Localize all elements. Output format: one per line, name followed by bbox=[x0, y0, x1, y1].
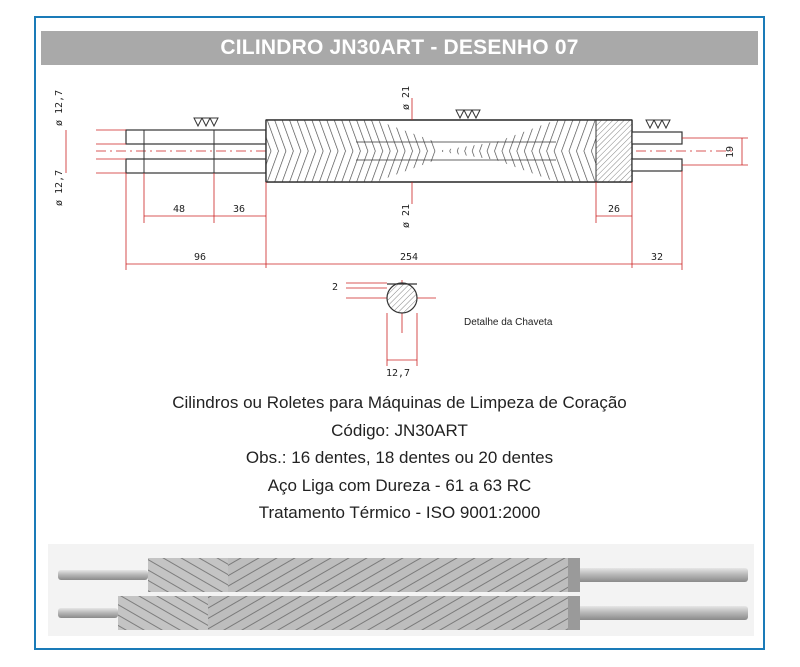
dim-96: 96 bbox=[194, 252, 207, 263]
dim-left-diameter-top: ø 12,7 bbox=[54, 89, 65, 126]
info-treatment: Tratamento Térmico - ISO 9001:2000 bbox=[258, 503, 541, 522]
detail-diameter-dim: 12,7 bbox=[386, 368, 411, 379]
document-frame bbox=[34, 16, 765, 650]
dim-48: 48 bbox=[173, 204, 186, 215]
info-code: Código: JN30ART bbox=[331, 420, 468, 440]
dim-19: 19 bbox=[725, 145, 736, 158]
product-info bbox=[36, 389, 763, 527]
product-photo bbox=[48, 544, 754, 636]
info-material: Aço Liga com Dureza - 61 a 63 RC bbox=[267, 475, 532, 495]
dim-left-diameter-bottom: ø 12,7 bbox=[54, 169, 65, 206]
right-shaft bbox=[632, 132, 682, 171]
dim-center-diameter-bottom: ø 21 bbox=[401, 203, 412, 228]
dim-36: 36 bbox=[233, 204, 246, 215]
left-shaft bbox=[126, 130, 266, 173]
dim-26: 26 bbox=[608, 204, 621, 215]
detail-flat-dim: 2 bbox=[332, 282, 339, 293]
technical-drawing bbox=[36, 18, 763, 388]
detail-label: Detalhe da Chaveta bbox=[464, 317, 553, 328]
dim-254: 254 bbox=[400, 252, 419, 263]
dim-32: 32 bbox=[651, 252, 664, 263]
page-title: CILINDRO JN30ART - DESENHO 07 bbox=[41, 31, 758, 65]
info-description: Cilindros ou Roletes para Máquinas de Limpeza de Coração bbox=[172, 393, 627, 412]
dim-center-diameter-top: ø 21 bbox=[401, 85, 412, 110]
key-detail bbox=[346, 280, 436, 366]
roller-body bbox=[266, 120, 632, 182]
info-observation: Obs.: 16 dentes, 18 dentes ou 20 dentes bbox=[245, 448, 554, 467]
